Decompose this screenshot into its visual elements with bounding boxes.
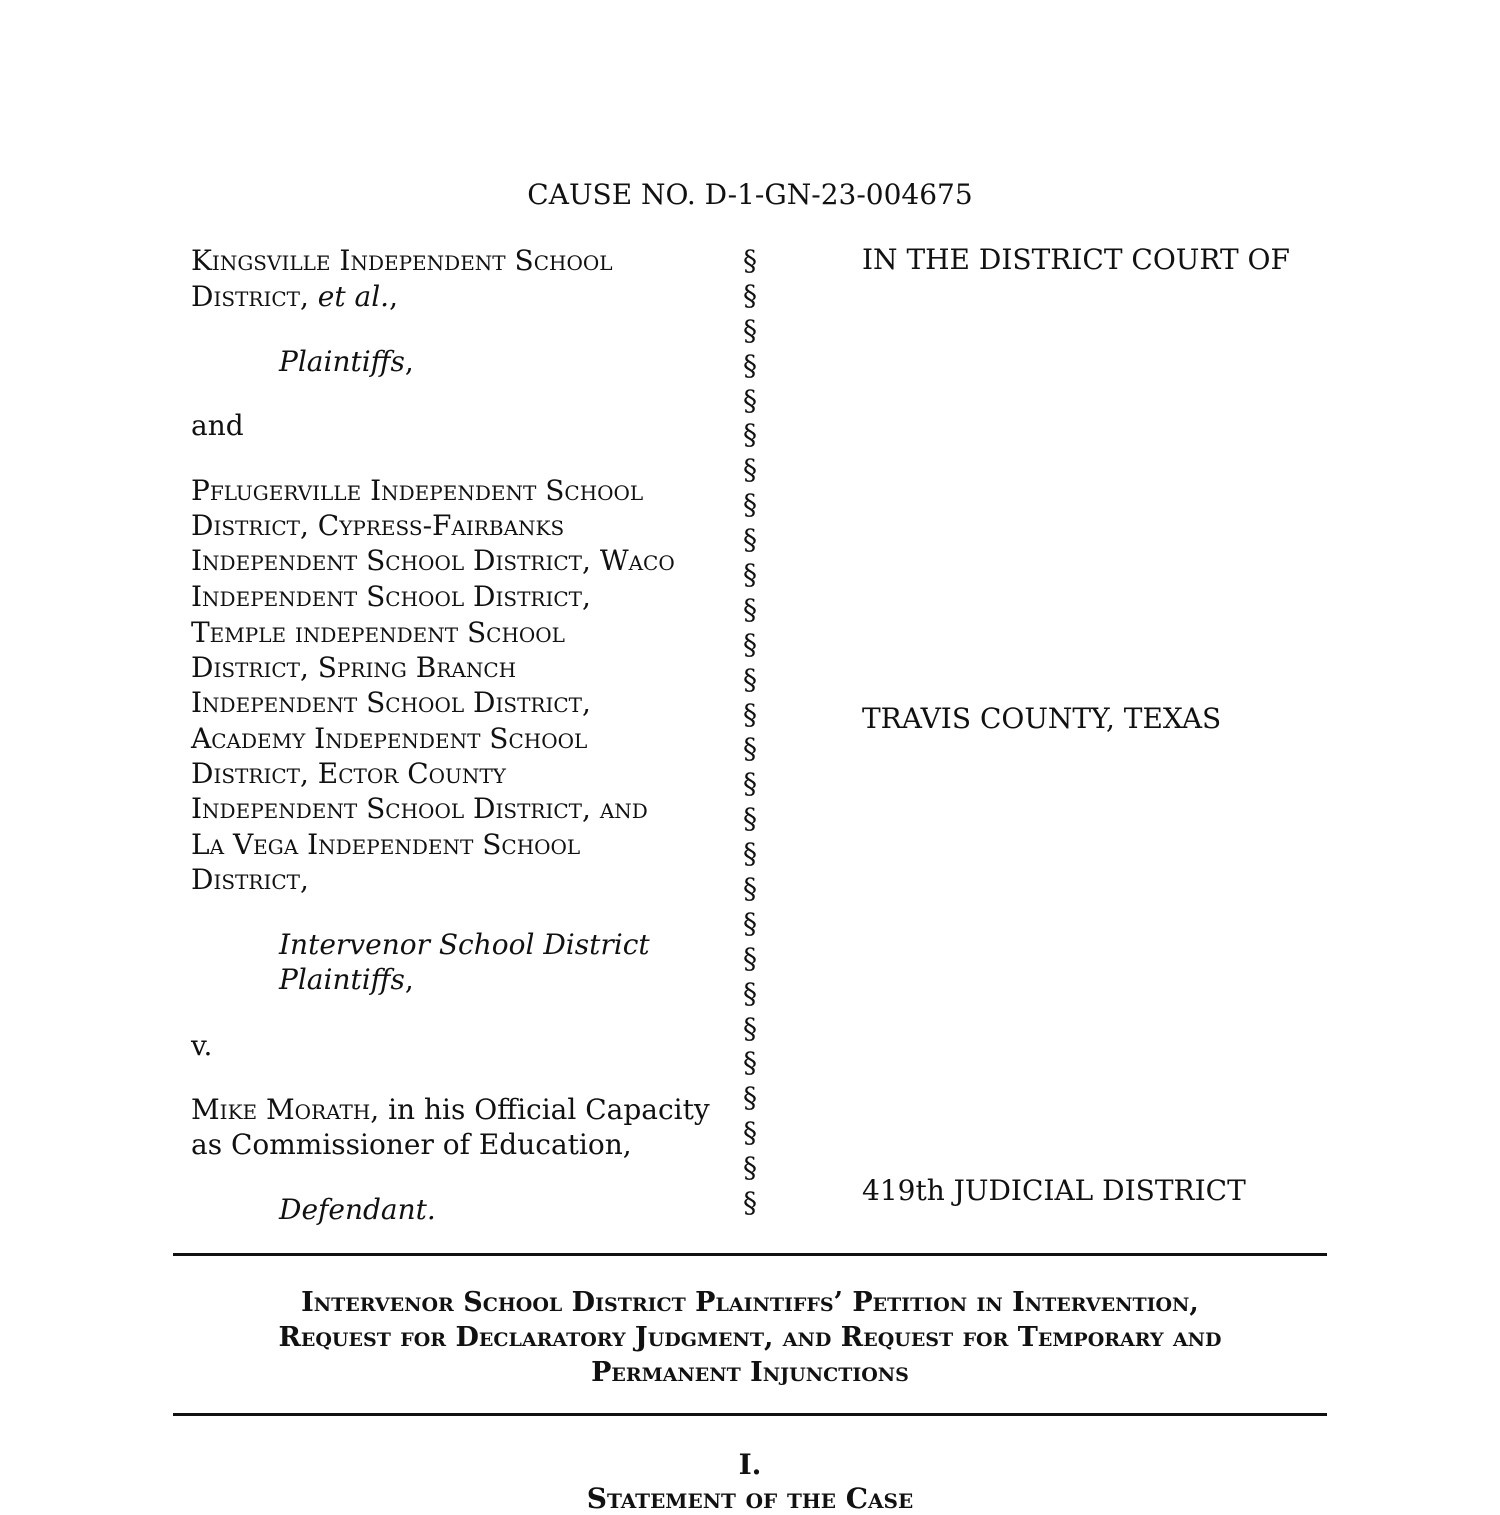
intervenor-line: District, (191, 863, 309, 896)
intervenor-line: Independent School District, and (191, 792, 648, 825)
defendant-line1 (191, 1092, 721, 1127)
section-symbol: § (743, 976, 757, 1010)
section-symbol: § (743, 837, 757, 871)
intervenor-line: Academy Independent School (191, 722, 588, 755)
intervenor-line: District, Cypress-Fairbanks (191, 509, 565, 542)
section-symbol: § (743, 941, 757, 975)
title-rule-bottom (173, 1413, 1327, 1416)
section-symbol: § (743, 1186, 757, 1220)
section-symbol: § (743, 906, 757, 940)
section-title: Statement of the Case (586, 1482, 914, 1515)
plaintiffs-name-line1: Kingsville Independent School (191, 244, 613, 277)
comma: , (389, 280, 398, 313)
section-symbol: § (743, 662, 757, 696)
section-symbol: § (743, 1011, 757, 1045)
judicial-district: 419th JUDICIAL DISTRICT (862, 1174, 1246, 1207)
title-rule-top (173, 1253, 1327, 1256)
section-number: I. (738, 1448, 762, 1481)
intervenor-plaintiffs-label: Plaintiffs (279, 963, 405, 996)
section-symbol: § (743, 767, 757, 801)
plaintiffs-name-line2 (191, 279, 721, 314)
intervenor-line: Pflugerville Independent School (191, 474, 644, 507)
defendant-role: Defendant. (279, 1193, 436, 1226)
intervenor-label-punct: , (404, 963, 414, 996)
intervenor-role-line1: Intervenor School District (279, 928, 650, 961)
plaintiffs-district: District, (191, 280, 318, 313)
section-symbol: § (743, 872, 757, 906)
section-symbol: § (743, 1046, 757, 1080)
intervenor-line: Temple independent School (191, 616, 565, 649)
section-symbol: § (743, 453, 757, 487)
intervenor-line: Independent School District, Waco (191, 544, 675, 577)
section-symbol: § (743, 278, 757, 312)
intervenor-line: Independent School District, (191, 580, 591, 613)
section-symbol: § (743, 313, 757, 347)
defendant-name: Mike Morath (191, 1093, 371, 1126)
document-title-line3: Permanent Injunctions (591, 1357, 909, 1388)
section-symbol: § (743, 558, 757, 592)
county-name: TRAVIS COUNTY, TEXAS (862, 702, 1222, 735)
section-symbol: § (743, 348, 757, 382)
section-symbol: § (743, 1151, 757, 1185)
plaintiffs-label-punct: , (404, 345, 414, 378)
document-title-line1: Intervenor School District Plaintiffs’ Petition in Intervention, (301, 1287, 1199, 1318)
section-symbol: § (743, 1081, 757, 1115)
intervenor-line: District, Ector County (191, 757, 506, 790)
section-symbol: § (743, 697, 757, 731)
plaintiffs-role (279, 344, 414, 379)
intervenor-line: District, Spring Branch (191, 651, 517, 684)
versus: v. (191, 1029, 213, 1062)
section-symbol: § (743, 1116, 757, 1150)
document-title (173, 1285, 1327, 1390)
intervenor-role-line2 (279, 962, 414, 997)
section-symbol: § (743, 627, 757, 661)
and-conjunction: and (191, 409, 244, 442)
section-symbol: § (743, 732, 757, 766)
intervenor-line: Independent School District, (191, 686, 591, 719)
section-symbol: § (743, 383, 757, 417)
section-symbol: § (743, 592, 757, 626)
section-symbol: § (743, 244, 757, 277)
et-al: et al. (317, 280, 390, 313)
section-symbol: § (743, 802, 757, 836)
document-title-line2: Request for Declaratory Judgment, and Request for Temporary and (278, 1322, 1222, 1353)
defendant-line2: as Commissioner of Education, (191, 1128, 632, 1161)
cause-number: CAUSE NO. D-1-GN-23-004675 (527, 178, 973, 211)
section-symbol: § (743, 523, 757, 557)
court-name: IN THE DISTRICT COURT OF (862, 243, 1290, 276)
section-symbol: § (743, 418, 757, 452)
plaintiffs-label: Plaintiffs (279, 345, 405, 378)
section-symbol: § (743, 488, 757, 522)
defendant-desc: , in his Official Capacity (370, 1093, 710, 1126)
intervenor-line: La Vega Independent School (191, 828, 581, 861)
section-symbol-column (738, 244, 762, 1221)
